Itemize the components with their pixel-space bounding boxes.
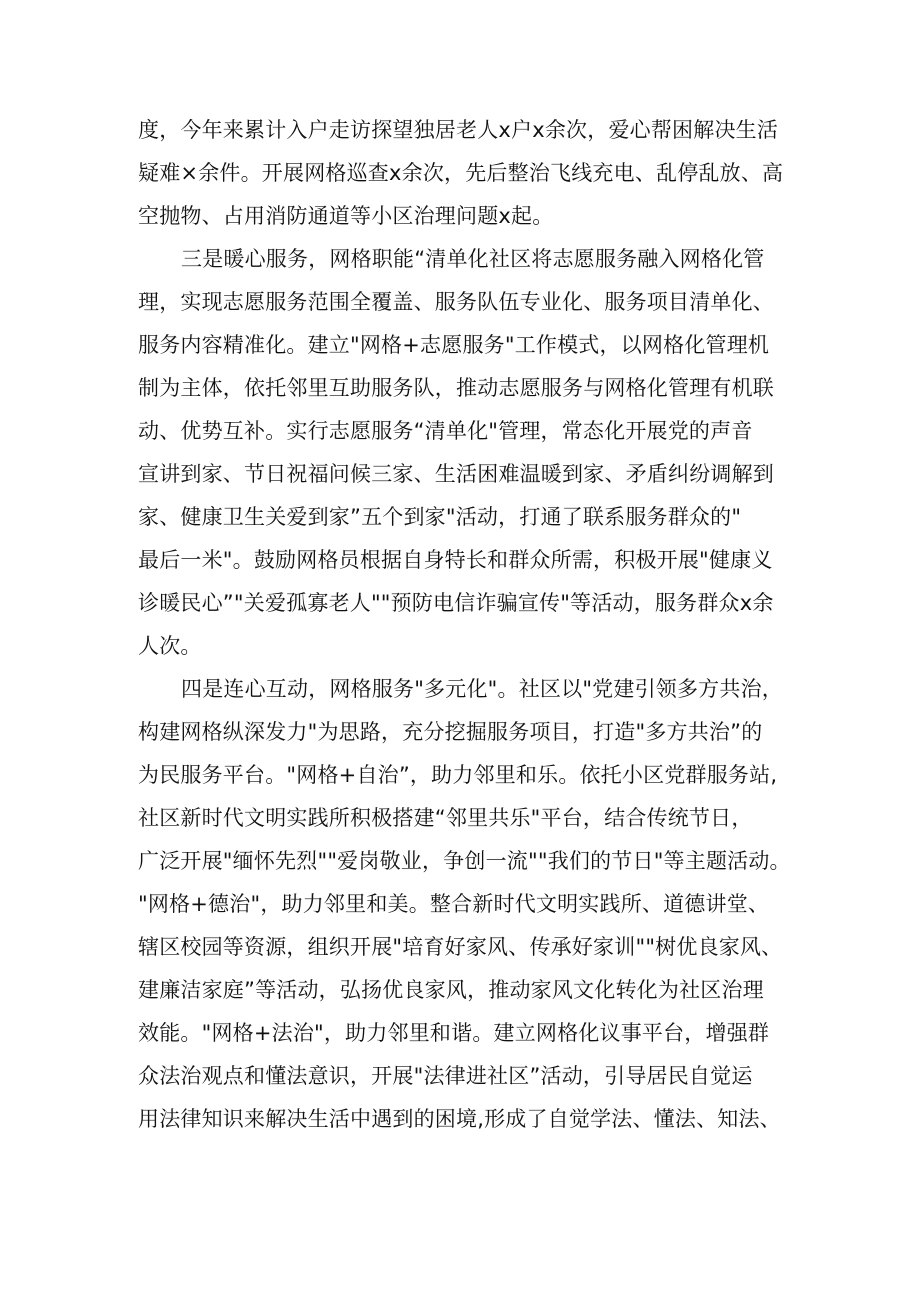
text-line: 辖区校园等资源，组织开展"培育好家风、传承好家训""树优良家风、 (138, 935, 783, 959)
text-line: 服务内容精准化。建立"网格+志愿服务"工作模式，以网格化管理机 (138, 333, 770, 357)
text-line: 空抛物、占用消防通道等小区治理问题x起。 (138, 204, 554, 228)
text-line: 最后一米"。鼓励网格员根据自身特长和群众所需，积极开展"健康义 (138, 548, 773, 572)
text-line: 效能。"网格+法治"，助力邻里和谐。建立网格化议事平台，增强群 (138, 1021, 770, 1045)
text-line: "网格+德治"，助力邻里和美。整合新时代文明实践所、道德讲堂、 (138, 892, 770, 916)
text-line: 动、优势互补。实行志愿服务“清单化"管理，常态化开展党的声音 (138, 419, 753, 443)
text-line: 疑难×余件。开展网格巡查x余次，先后整治飞线充电、乱停乱放、高 (138, 161, 784, 185)
text-line: 建廉洁家庭”等活动，弘扬优良家风，推动家风文化转化为社区治理 (138, 978, 764, 1002)
text-line: 广泛开展"缅怀先烈""爱岗敬业，争创一流""我们的节日"等主题活动。 (138, 849, 791, 873)
text-line: 众法治观点和懂法意识，开展"法律进社区”活动，引导居民自觉运 (138, 1064, 753, 1088)
paragraph-start-line: 四是连心互动，网格服务"多元化"。社区以"党建引领多方共治， (181, 677, 783, 701)
text-line: 为民服务平台。"网格+自治”，助力邻里和乐。依托小区党群服务站, (138, 763, 778, 787)
paragraph-start-line: 三是暖心服务，网格职能“清单化社区将志愿服务融入网格化管 (181, 247, 765, 271)
text-line: 宣讲到家、节日祝福问候三家、生活困难温暖到家、矛盾纠纷调解到 (138, 462, 774, 486)
text-line: 人次。 (138, 634, 202, 658)
text-line: 制为主体，依托邻里互助服务队，推动志愿服务与网格化管理有机联 (138, 376, 774, 400)
text-line: 用法律知识来解决生活中遇到的困境,形成了自觉学法、懂法、知法、 (138, 1107, 781, 1131)
text-line: 社区新时代文明实践所积极搭建“邻里共乐"平台，结合传统节日， (138, 806, 753, 830)
text-line: 理，实现志愿服务范围全覆盖、服务队伍专业化、服务项目清单化、 (138, 290, 774, 314)
body-text (138, 112, 798, 1144)
text-line: 度，今年来累计入户走访探望独居老人x户x余次，爱心帮困解决生活 (138, 118, 779, 142)
text-line: 构建网格纵深发力"为思路，充分挖掘服务项目，打造"多方共治”的 (138, 720, 763, 744)
text-line: 诊暖民心”"关爱孤寡老人""预防电信诈骗宣传"等活动，服务群众x余 (138, 591, 774, 615)
text-line: 家、健康卫生关爱到家”五个到家"活动，打通了联系服务群众的" (138, 505, 742, 529)
